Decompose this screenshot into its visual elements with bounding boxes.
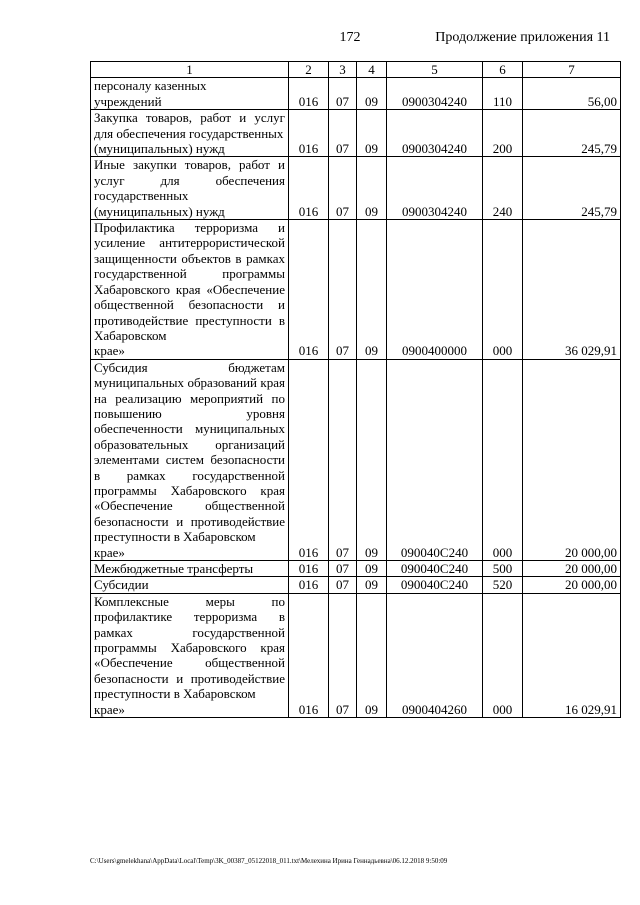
section-code: 07 [329, 593, 357, 717]
expense-item-name [91, 577, 289, 593]
expense-type-code: 110 [483, 78, 523, 110]
target-article-code: 090040С240 [387, 359, 483, 560]
expense-item-text-last: (муниципальных) нужд [94, 203, 225, 219]
expense-item-text-last: (муниципальных) нужд [94, 141, 225, 157]
budget-table [90, 61, 621, 718]
column-header: 1 [91, 62, 289, 78]
table-row [91, 593, 621, 717]
expense-item-name [91, 157, 289, 220]
table-row [91, 110, 621, 157]
expense-item-name [91, 220, 289, 360]
amount-value: 20 000,00 [523, 577, 621, 593]
expense-type-code: 000 [483, 220, 523, 360]
subsection-code: 09 [357, 220, 387, 360]
amount-value: 20 000,00 [523, 359, 621, 560]
ministry-code: 016 [289, 593, 329, 717]
target-article-code: 0900304240 [387, 78, 483, 110]
subsection-code: 09 [357, 593, 387, 717]
table-body [91, 78, 621, 718]
expense-item-text-last: Межбюджетные трансферты [94, 561, 254, 576]
target-article-code: 0900304240 [387, 110, 483, 157]
section-code: 07 [329, 561, 357, 577]
expense-item-text: Профилактика терроризма и усиление антитеррористической защищенности объектов в рамках государственной программы Хабаровского края «Обеспечение общественной безопасности и противодействие преступности в Хабаровском [94, 220, 285, 343]
column-header: 3 [329, 62, 357, 78]
appendix-continuation-label: Продолжение приложения 11 [435, 30, 610, 45]
expense-item-name [91, 78, 289, 110]
ministry-code: 016 [289, 577, 329, 593]
column-header: 7 [523, 62, 621, 78]
ministry-code: 016 [289, 561, 329, 577]
subsection-code: 09 [357, 110, 387, 157]
section-code: 07 [329, 110, 357, 157]
column-header: 4 [357, 62, 387, 78]
expense-type-code: 240 [483, 157, 523, 220]
expense-type-code: 520 [483, 577, 523, 593]
expense-item-name [91, 359, 289, 560]
subsection-code: 09 [357, 78, 387, 110]
expense-item-name [91, 561, 289, 577]
subsection-code: 09 [357, 359, 387, 560]
ministry-code: 016 [289, 359, 329, 560]
ministry-code: 016 [289, 110, 329, 157]
ministry-code: 016 [289, 220, 329, 360]
expense-item-name [91, 110, 289, 157]
expense-item-text-last: крае» [94, 701, 125, 717]
expense-item-text: персоналу казенных [94, 78, 207, 94]
table-row [91, 220, 621, 360]
page-number: 172 [339, 30, 361, 45]
column-header: 6 [483, 62, 523, 78]
expense-item-name [91, 593, 289, 717]
section-code: 07 [329, 359, 357, 560]
amount-value: 36 029,91 [523, 220, 621, 360]
expense-item-text-last: учреждений [94, 93, 162, 109]
table-row [91, 157, 621, 220]
target-article-code: 090040С240 [387, 561, 483, 577]
subsection-code: 09 [357, 157, 387, 220]
target-article-code: 0900304240 [387, 157, 483, 220]
expense-type-code: 200 [483, 110, 523, 157]
subsection-code: 09 [357, 561, 387, 577]
section-code: 07 [329, 157, 357, 220]
column-header: 5 [387, 62, 483, 78]
amount-value: 56,00 [523, 78, 621, 110]
expense-item-text-last: крае» [94, 343, 125, 359]
subsection-code: 09 [357, 577, 387, 593]
expense-type-code: 500 [483, 561, 523, 577]
section-code: 07 [329, 78, 357, 110]
table-row [91, 78, 621, 110]
target-article-code: 0900400000 [387, 220, 483, 360]
table-row [91, 359, 621, 560]
section-code: 07 [329, 220, 357, 360]
target-article-code: 090040С240 [387, 577, 483, 593]
ministry-code: 016 [289, 78, 329, 110]
expense-type-code: 000 [483, 359, 523, 560]
table-row [91, 577, 621, 593]
table-row [91, 561, 621, 577]
expense-type-code: 000 [483, 593, 523, 717]
expense-item-text-last: крае» [94, 544, 125, 560]
expense-item-text-last: Субсидии [94, 577, 149, 593]
expense-item-text: Закупка товаров, работ и услуг для обеспечения государственных [94, 110, 285, 141]
ministry-code: 016 [289, 157, 329, 220]
expense-item-text: Субсидия бюджетам муниципальных образований края на реализацию мероприятий по повышению уровня обеспеченности муниципальных образовательных организаций элементами систем безопасности в рамках государственной программы Хабаровского края «Обеспечение общественной безопасности и противодействие преступности в Хабаровском [94, 359, 285, 545]
column-header: 2 [289, 62, 329, 78]
column-number-row [91, 62, 621, 78]
section-code: 07 [329, 577, 357, 593]
file-path-footer: C:\Users\gmelekhana\AppData\Local\Temp\3K_00387_05122018_011.txt\Мелехина Ирина Геннадьевна\06.12.2018 9:50:09 [90, 857, 448, 865]
target-article-code: 0900404260 [387, 593, 483, 717]
expense-item-text: Комплексные меры по профилактике терроризма в рамках государственной программы Хабаровского края «Обеспечение общественной безопасности и противодействие преступности в Хабаровском [94, 593, 285, 702]
amount-value: 245,79 [523, 157, 621, 220]
amount-value: 16 029,91 [523, 593, 621, 717]
amount-value: 245,79 [523, 110, 621, 157]
amount-value: 20 000,00 [523, 561, 621, 577]
expense-item-text: Иные закупки товаров, работ и услуг для обеспечения государственных [94, 157, 285, 204]
